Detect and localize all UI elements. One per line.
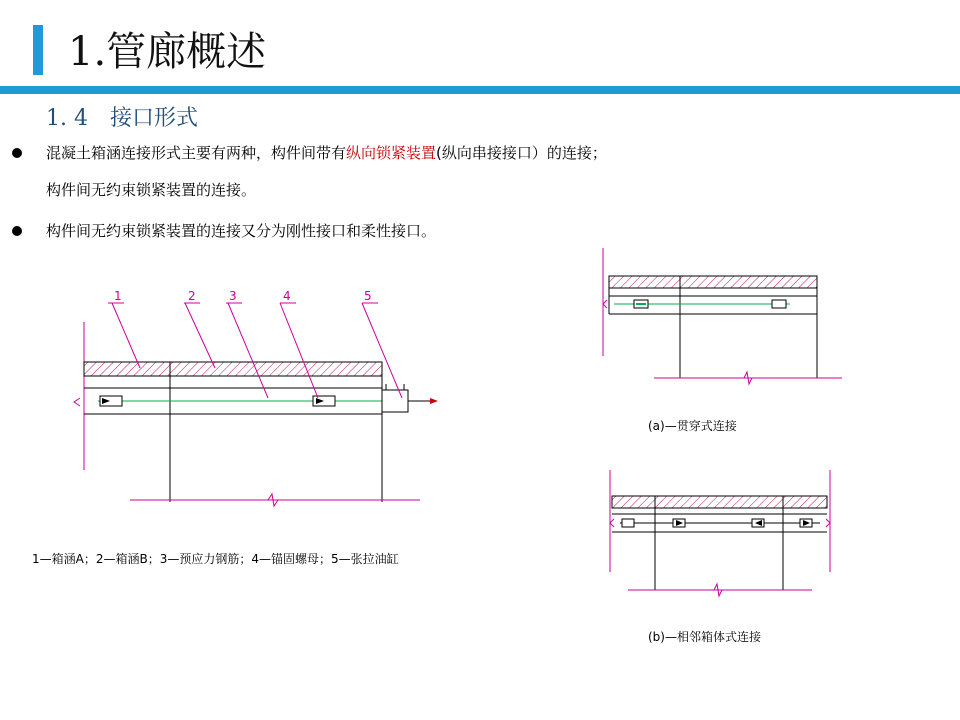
paragraph-1-text-a: 混凝土箱涵连接形式主要有两种，构件间带有 (46, 144, 347, 162)
caption-a: (a)—贯穿式连接 (648, 419, 737, 433)
through-connection-diagram (603, 248, 842, 384)
paragraph-1-continuation: 构件间无约束锁紧装置的连接。 (46, 181, 257, 199)
adjacent-box-connection-diagram (610, 470, 830, 596)
label-5: 5 (364, 289, 372, 303)
page-title: 1.管廊概述 (68, 29, 267, 75)
label-3: 3 (229, 289, 237, 303)
label-2: 2 (188, 289, 196, 303)
section-subtitle: 1. 4 接口形式 (46, 106, 198, 131)
paragraph-2: 构件间无约束锁紧装置的连接又分为刚性接口和柔性接口。 (46, 222, 437, 240)
paragraph-1-text-b: (纵向串接接口）的连接； (436, 144, 607, 162)
tension-jack (382, 390, 408, 412)
top-slab-hatch (84, 362, 382, 376)
caption-b: (b)—相邻箱体式连接 (648, 630, 761, 644)
paragraph-1-highlight: 纵向锁紧装置 (346, 144, 437, 162)
main-diagram-legend: 1—箱涵A；2—箱涵B；3—预应力钢筋；4—锚固螺母；5—张拉油缸 (32, 552, 399, 566)
main-joint-diagram (74, 289, 438, 506)
label-1: 1 (114, 289, 122, 303)
label-4: 4 (283, 289, 291, 303)
